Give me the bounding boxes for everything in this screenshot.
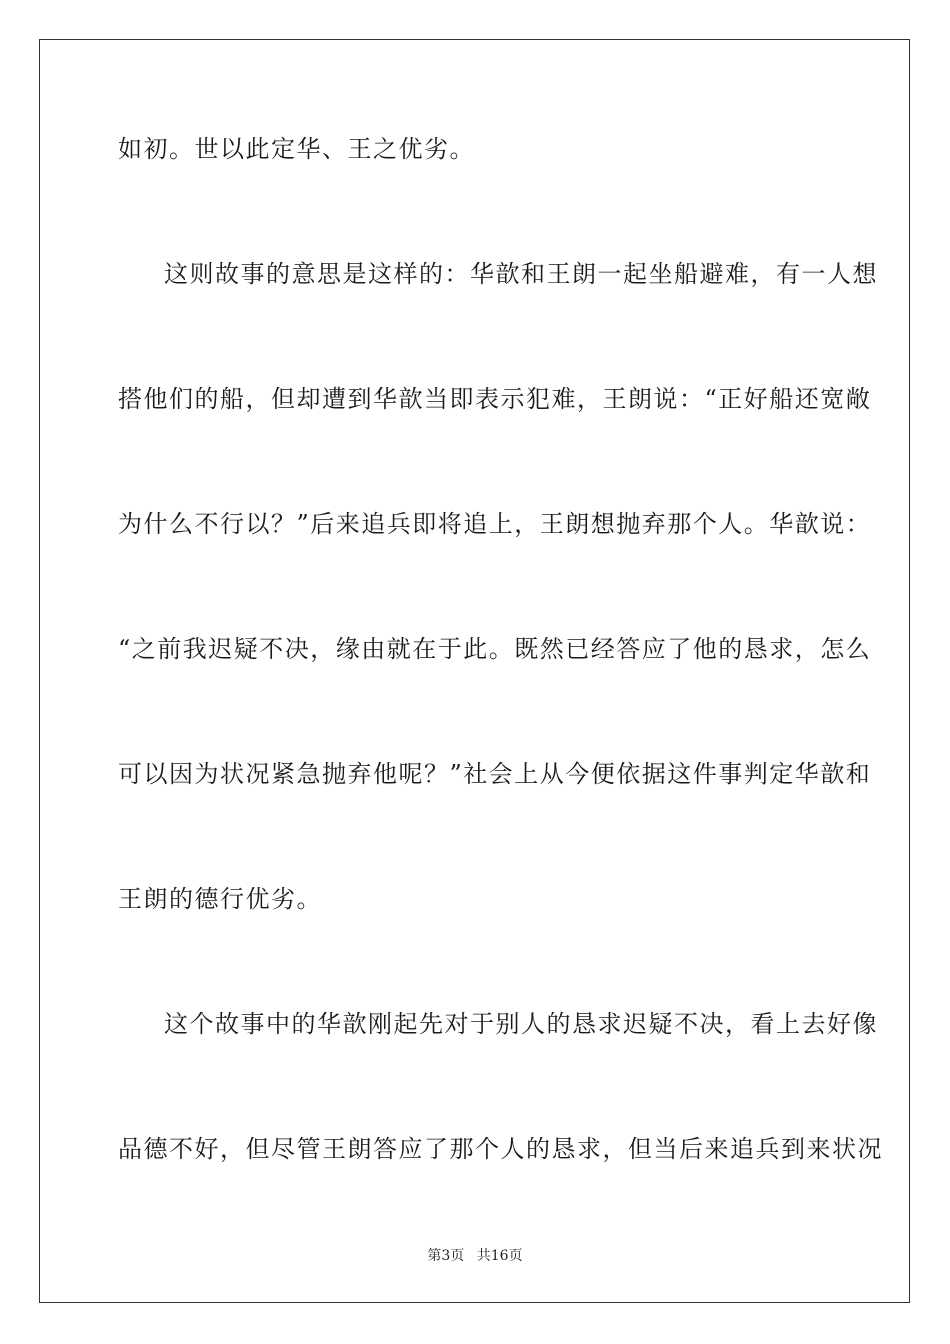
text-line-9: 品德不好，但尽管王朗答应了那个人的恳求，但当后来追兵到来状况 (118, 1135, 883, 1163)
text-line-6: 可以因为状况紧急抛弃他呢？”社会上从今便依据这件事判定华歆和 (118, 760, 872, 788)
text-line-3: 搭他们的船，但却遭到华歆当即表示犯难，王朗说：“正好船还宽敞 (118, 385, 872, 413)
text-line-4: 为什么不行以？”后来追兵即将追上，王朗想抛弃那个人。华歆说： (118, 510, 872, 538)
text-line-7: 王朗的德行优劣。 (118, 885, 322, 913)
text-line-8: 这个故事中的华歆刚起先对于别人的恳求迟疑不决，看上去好像 (164, 1010, 878, 1038)
text-line-5: “之前我迟疑不决，缘由就在于此。既然已经答应了他的恳求，怎么 (118, 635, 872, 663)
text-line-2: 这则故事的意思是这样的：华歆和王朗一起坐船避难，有一人想 (164, 260, 878, 288)
total-pages: 共16页 (476, 1248, 523, 1264)
page-border (39, 39, 910, 1303)
page-number: 第3页 (427, 1248, 465, 1264)
page-footer (0, 1247, 950, 1265)
text-line-1: 如初。世以此定华、王之优劣。 (118, 135, 475, 163)
